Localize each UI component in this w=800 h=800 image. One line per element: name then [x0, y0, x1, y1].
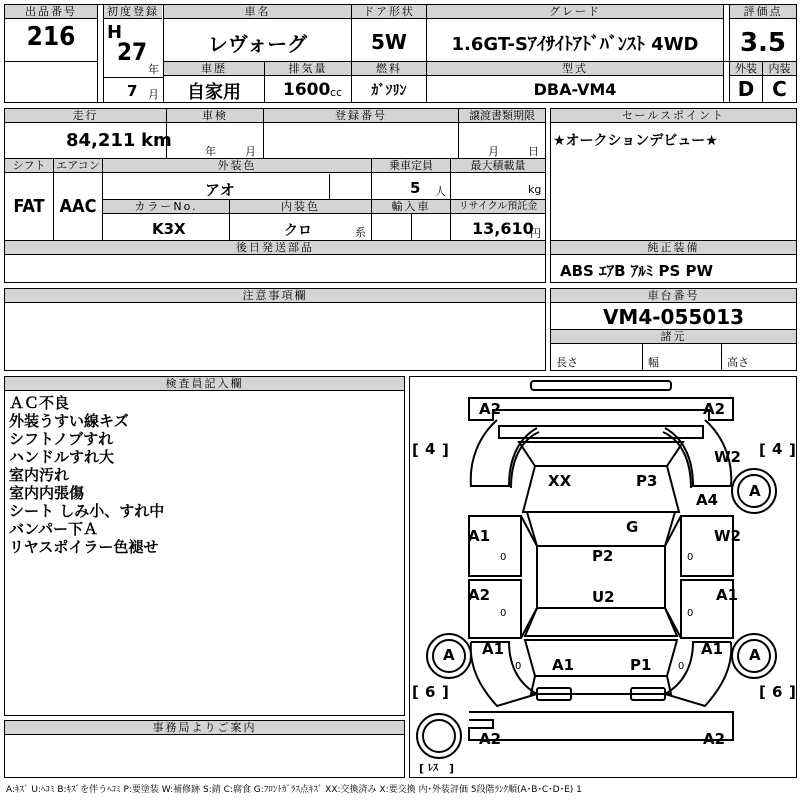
car-name: レヴォーグ — [207, 32, 308, 56]
reg-number-label: 登録番号 — [264, 109, 458, 123]
tire-front-left: 4 — [425, 440, 436, 458]
svg-text:[: [ — [759, 441, 766, 459]
inspection-year-unit: 年 — [205, 145, 216, 158]
mark-door-front-left: A1 — [468, 527, 491, 545]
first-reg-label: 初度登録 — [104, 5, 162, 19]
legend: A:ｷｽﾞ U:ﾍｺﾐ B:ｷｽﾞを伴うﾍｺﾐ P:要塗装 W:補修跡 S:錆 C:腐食 G:ﾌﾛﾝﾄｶﾞﾗｽ点ｷｽﾞ XX:交換済み X:要交換 内･外装評価 5段階ﾗﾝｸ順(A･B･C･D･E) 1 — [6, 785, 582, 795]
genuine-equipment: ABS ｴｱB ｱﾙﾐ PS PW — [560, 262, 714, 280]
ext-color-label: 外装色 — [103, 159, 371, 173]
inspection-month-unit: 月 — [245, 145, 256, 158]
transfer-deadline-label: 譲渡書類期限 — [459, 109, 545, 123]
note-line: 外装うすい線キズ — [9, 412, 129, 430]
inspection-label: 車検 — [167, 109, 263, 123]
svg-text:[: [ — [412, 441, 419, 459]
history: 自家用 — [187, 82, 241, 103]
exterior-grade-label: 外装 — [730, 62, 762, 76]
mileage-label: 走行 — [5, 109, 166, 123]
mark-quarter-left-small: 0 — [515, 661, 522, 672]
sales-point: ★オークションデビュー★ — [553, 133, 718, 149]
mark-rear-bumper-left: A2 — [479, 730, 502, 748]
transfer-month-unit: 月 — [488, 145, 499, 158]
model-code: DBA-VM4 — [533, 80, 617, 99]
note-line: シート しみ小、すれ中 — [9, 502, 165, 520]
transfer-day-unit: 日 — [528, 145, 539, 158]
tire-front-right: 4 — [772, 440, 783, 458]
svg-text:[: [ — [412, 683, 419, 701]
car-diagram — [409, 376, 797, 778]
capacity: 5 — [410, 179, 421, 197]
mark-glass: G — [626, 518, 639, 536]
displacement-unit: cc — [330, 86, 343, 99]
svg-text:]: ] — [789, 683, 796, 701]
mark-front-bumper-left: A2 — [479, 400, 502, 418]
mark-quarter-right-small: 0 — [678, 661, 685, 672]
recycle-fee: 13,610 — [472, 219, 534, 238]
svg-text:]: ] — [789, 441, 796, 459]
mark-door-rear-right-small: 0 — [687, 608, 694, 619]
later-parts-label: 後日発送部品 — [5, 241, 545, 255]
svg-text:]: ] — [449, 762, 455, 775]
note-line: 室内汚れ — [9, 466, 70, 484]
import-label: 輸入車 — [372, 200, 450, 214]
score: 3.5 — [739, 28, 787, 58]
mark-rear-bumper-right: A2 — [703, 730, 726, 748]
color-no: K3X — [152, 220, 186, 238]
history-label: 車歴 — [164, 62, 264, 76]
month-unit: 月 — [148, 88, 159, 101]
inspector-label: 検査員記入欄 — [5, 377, 404, 391]
door-type: 5W — [371, 30, 407, 54]
model-label: 型式 — [427, 62, 723, 76]
mark-fender-right-rear: A4 — [696, 491, 719, 509]
height-label: 高さ — [727, 356, 749, 369]
svg-text:]: ] — [442, 441, 449, 459]
mark-quarter-left: A1 — [482, 640, 505, 658]
width-label: 幅 — [648, 356, 659, 369]
displacement-label: 排気量 — [265, 62, 351, 76]
int-color-label: 内装色 — [230, 200, 371, 214]
mileage-unit: km — [141, 130, 172, 151]
note-line: バンパー下Ａ — [9, 520, 98, 538]
specs-label: 諸元 — [551, 330, 796, 344]
length-label: 長さ — [556, 356, 578, 369]
svg-text:]: ] — [442, 683, 449, 701]
note-line: ＡＣ不良 — [9, 394, 70, 412]
shift-label: シフト — [5, 159, 53, 173]
inspector-notes — [9, 394, 164, 556]
mark-fender-front-right: W2 — [714, 448, 741, 466]
interior-grade-label: 内装 — [763, 62, 796, 76]
mark-door-front-left-small: 0 — [500, 552, 507, 563]
mark-front-bumper-right: A2 — [703, 400, 726, 418]
color-no-label: カラーNo. — [103, 200, 229, 214]
ext-color: アオ — [205, 181, 235, 199]
door-label: ドア形状 — [352, 5, 426, 19]
score-label: 評価点 — [730, 5, 796, 19]
era: H — [107, 22, 123, 43]
displacement: 1600 — [283, 80, 331, 100]
svg-text:[: [ — [759, 683, 766, 701]
capacity-unit: 人 — [435, 185, 446, 198]
mark-roof-front: P2 — [592, 547, 614, 565]
int-color-unit: 系 — [355, 226, 366, 239]
mileage: 84,211 — [66, 130, 136, 151]
ac-type: AAC — [59, 196, 97, 217]
recycle-label: リサイクル預託金 — [451, 200, 545, 214]
reg-year: 27 — [117, 38, 148, 66]
mark-quarter-right: A1 — [701, 640, 724, 658]
note-line: シフトノブすれ — [9, 430, 114, 448]
note-line: ハンドルすれ大 — [9, 448, 115, 466]
mark-door-rear-left: A2 — [468, 586, 491, 604]
fuel-label: 燃料 — [352, 62, 426, 76]
mark-wheel-rear-right: A — [749, 646, 761, 664]
tire-rear-right: 6 — [772, 683, 783, 701]
lot-number: 216 — [26, 22, 76, 52]
mark-wheel-rear-left: A — [443, 646, 455, 664]
spare-tire: ﾚｽ — [428, 763, 438, 774]
ac-label: エアコン — [54, 159, 102, 173]
int-color: クロ — [284, 223, 312, 239]
reg-month: 7 — [127, 82, 138, 100]
mark-door-front-right-small: 0 — [687, 552, 694, 563]
svg-text:[: [ — [419, 762, 425, 775]
exterior-grade: D — [737, 77, 755, 101]
chassis-number: VM4-055013 — [602, 305, 745, 329]
tire-rear-left: 6 — [425, 683, 436, 701]
fuel: ｶﾞｿﾘﾝ — [371, 83, 407, 99]
lot-label: 出品番号 — [5, 5, 97, 19]
grade-label: グレード — [427, 5, 723, 19]
chassis-label: 車台番号 — [551, 289, 796, 303]
mark-trunk-left: A1 — [552, 656, 575, 674]
note-line: 室内内張傷 — [9, 484, 85, 502]
recycle-unit: 円 — [530, 227, 541, 240]
mark-roof-rear: U2 — [592, 588, 615, 606]
car-name-label: 車名 — [164, 5, 351, 19]
note-line: リヤスポイラー色褪せ — [9, 538, 159, 556]
grade: 1.6GT-Sｱｲｻｲﾄｱﾄﾞﾊﾞﾝｽﾄ 4WD — [451, 34, 699, 55]
mark-door-front-right: W2 — [714, 527, 741, 545]
max-load-unit: kg — [528, 183, 542, 196]
shift-type: FAT — [13, 196, 45, 217]
mark-door-rear-left-small: 0 — [500, 608, 507, 619]
mark-hood-left: XX — [548, 472, 572, 490]
max-load-label: 最大積載量 — [451, 159, 545, 173]
office-label: 事務局よりご案内 — [5, 721, 404, 735]
year-unit: 年 — [148, 63, 159, 76]
mark-trunk-right: P1 — [630, 656, 652, 674]
mark-hood-right: P3 — [636, 472, 658, 490]
mark-door-rear-right: A1 — [716, 586, 739, 604]
interior-grade: C — [772, 77, 787, 101]
sales-point-label: セールスポイント — [551, 109, 796, 123]
mark-wheel-front-right: A — [749, 482, 761, 500]
genuine-equipment-label: 純正装備 — [551, 241, 796, 255]
capacity-label: 乗車定員 — [372, 159, 450, 173]
caution-label: 注意事項欄 — [5, 289, 545, 303]
